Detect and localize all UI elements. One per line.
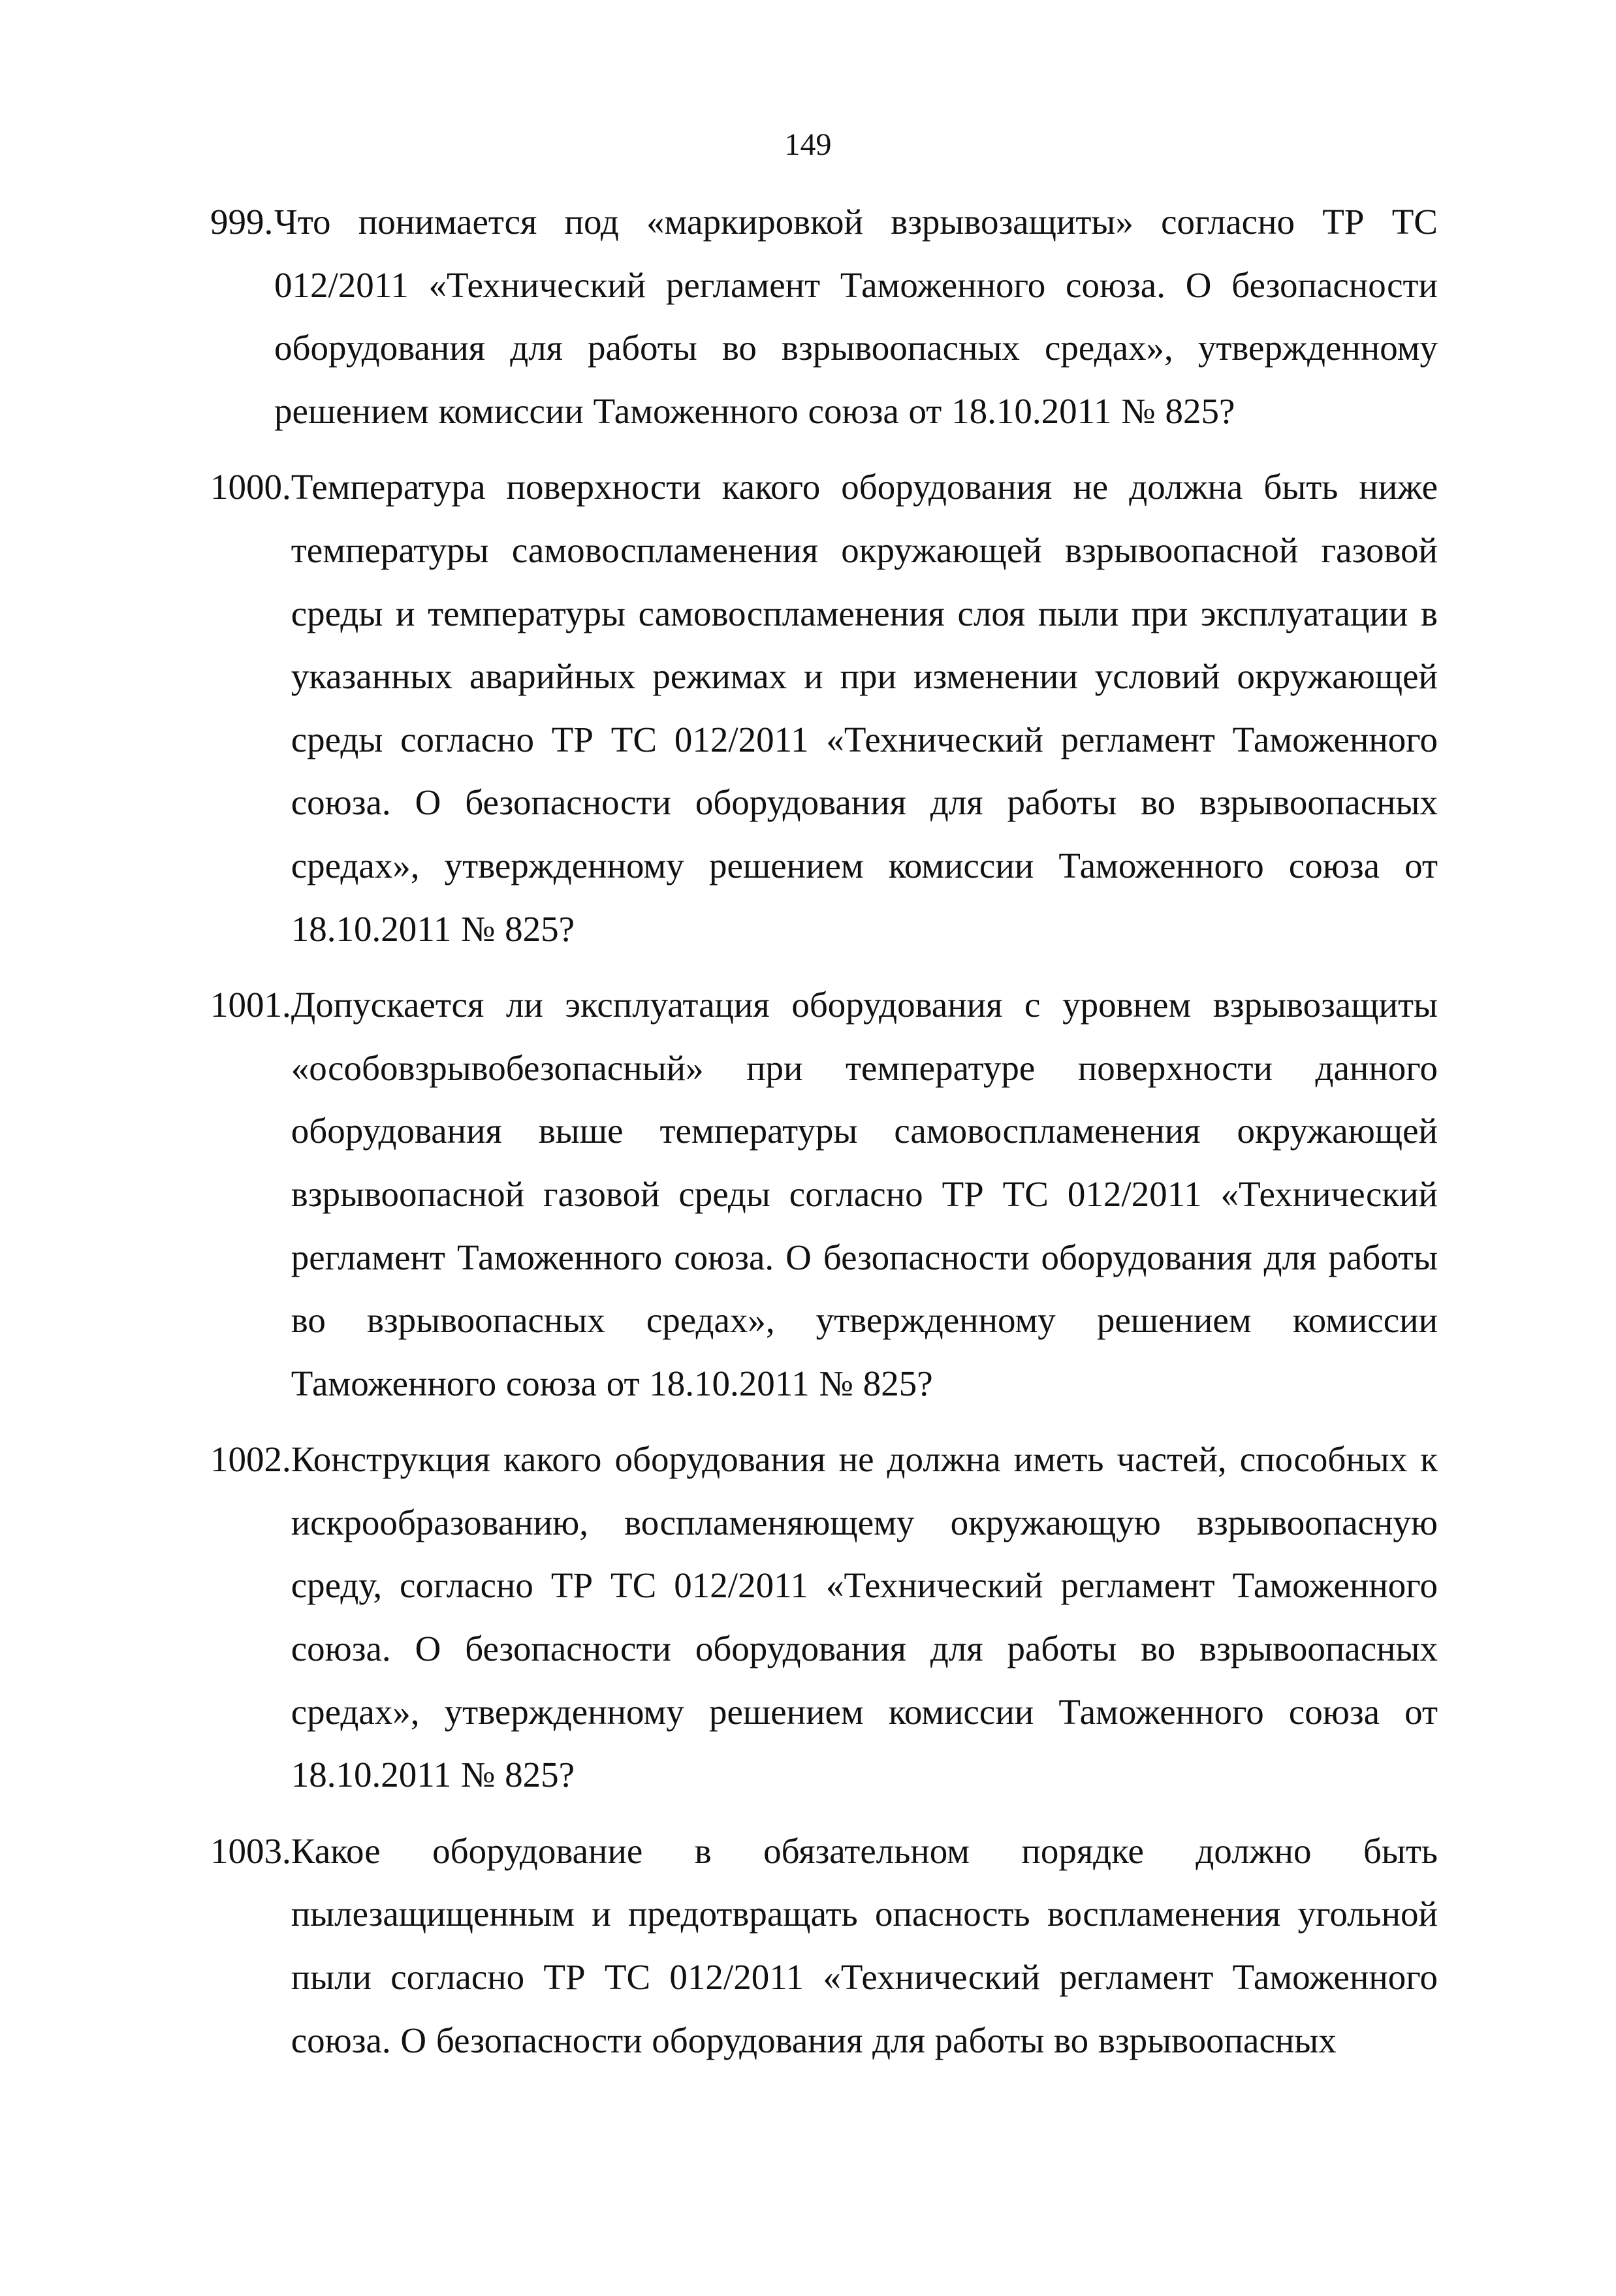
question-text: Что понимается под «маркировкой взрывозащиты» согласно ТР ТС 012/2011 «Технический регламент Таможенного союза. О безопасности оборудования для работы во взрывоопасных средах», утвержденному решением комиссии Таможенного союза от 18.10.2011 № 825? [274,202,1438,431]
question-list [210,191,1438,2085]
question-text: Температура поверхности какого оборудования не должна быть ниже температуры самовоспламенения окружающей взрывоопасной газовой среды и температуры самовоспламенения слоя пыли при эксплуатации в указанных аварийных режимах и при изменении условий окружающей среды согласно ТР ТС 012/2011 «Технический регламент Таможенного союза. О безопасности оборудования для работы во взрывоопасных средах», утвержденному решением комиссии Таможенного союза от 18.10.2011 № 825? [291,467,1438,949]
question-1002 [210,1428,1438,1807]
question-number: 1001. [210,985,291,1025]
question-999 [210,191,1438,443]
question-text: Конструкция какого оборудования не должна иметь частей, способных к искрообразованию, воспламеняющему окружающую взрывоопасную среду, согласно ТР ТС 012/2011 «Технический регламент Таможенного союза. О безопасности оборудования для работы во взрывоопасных средах», утвержденному решением комиссии Таможенного союза от 18.10.2011 № 825? [291,1439,1438,1795]
question-1000 [210,456,1438,961]
question-number: 1000. [210,467,291,507]
question-1003 [210,1820,1438,2072]
question-number: 1002. [210,1439,291,1480]
page-number: 149 [784,127,832,162]
question-text: Допускается ли эксплуатация оборудования с уровнем взрывозащиты «особовзрывобезопасный» при температуре поверхности данного оборудования выше температуры самовоспламенения окружающей взрывоопасной газовой среды согласно ТР ТС 012/2011 «Технический регламент Таможенного союза. О безопасности оборудования для работы во взрывоопасных средах», утвержденному решением комиссии Таможенного союза от 18.10.2011 № 825? [291,985,1438,1403]
question-text: Какое оборудование в обязательном порядке должно быть пылезащищенным и предотвращать опасность воспламенения угольной пыли согласно ТР ТС 012/2011 «Технический регламент Таможенного союза. О безопасности оборудования для работы во взрывоопасных [291,1830,1438,2060]
question-number: 999. [210,202,274,242]
question-number: 1003. [210,1830,291,1871]
question-1001 [210,974,1438,1415]
